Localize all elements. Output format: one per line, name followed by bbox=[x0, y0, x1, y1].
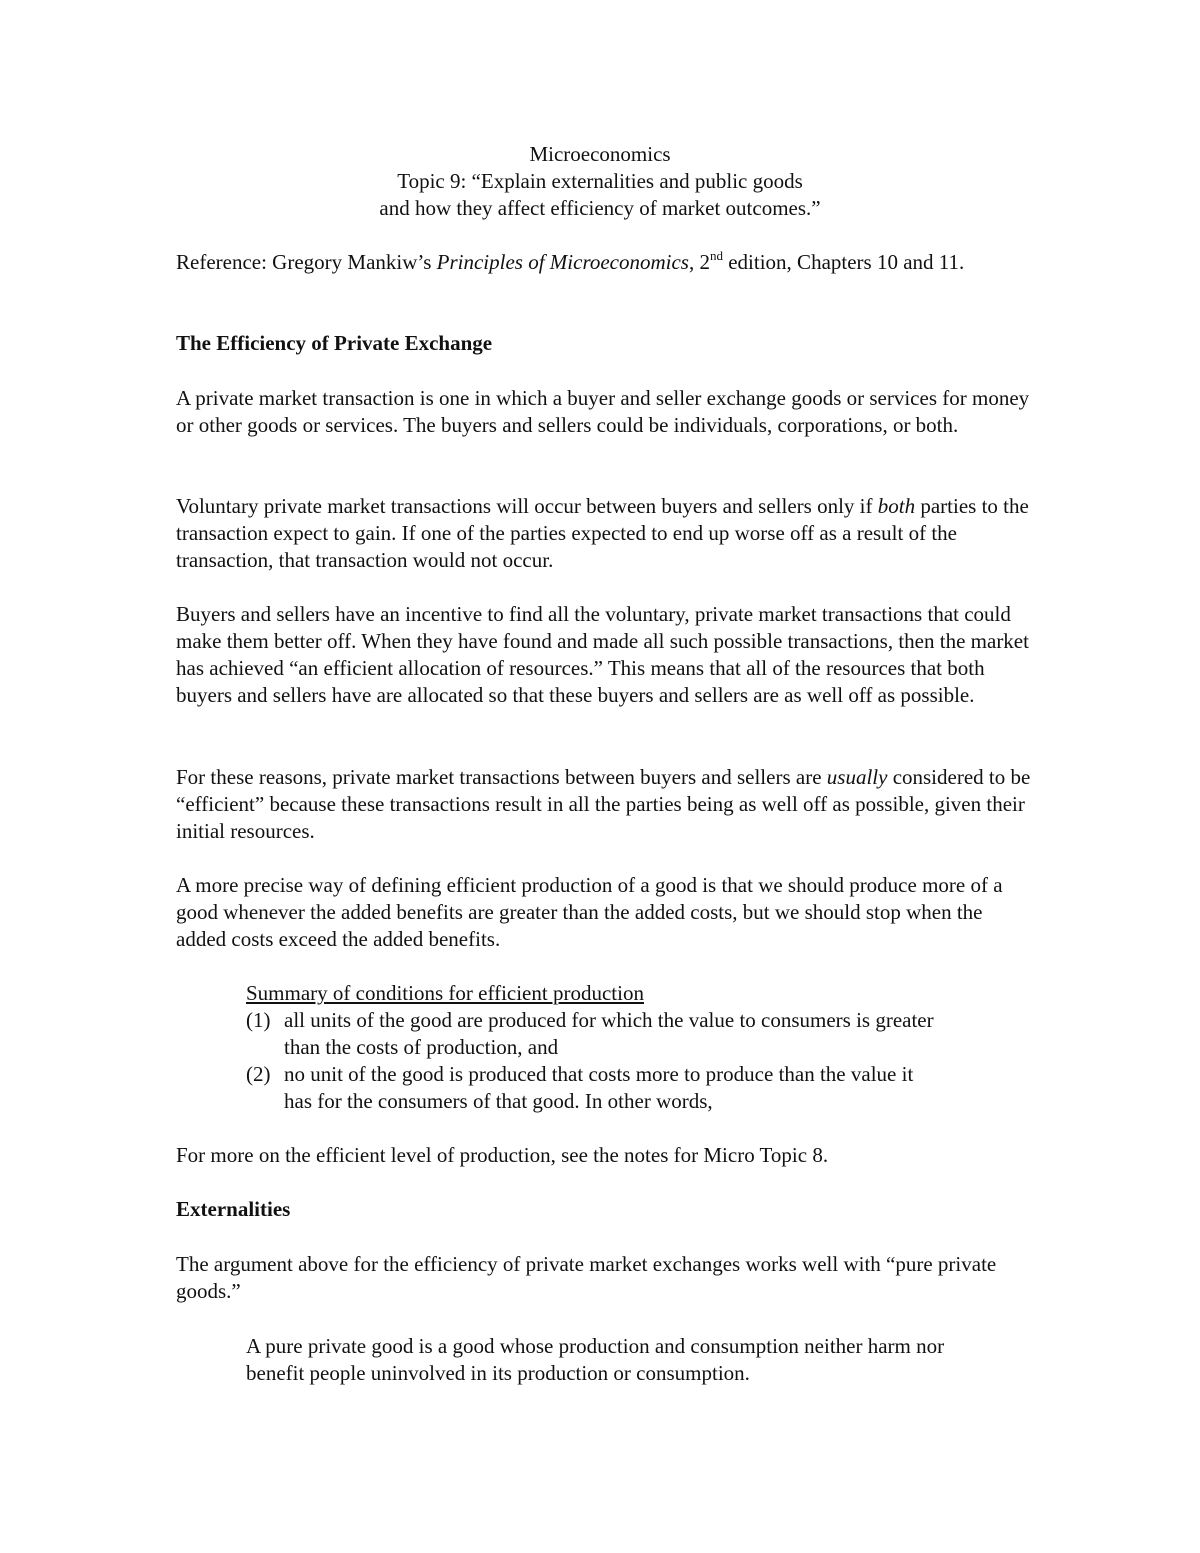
definition-block bbox=[246, 1333, 1006, 1387]
section-heading-externalities bbox=[176, 1196, 1036, 1223]
list-number: (2) bbox=[246, 1062, 271, 1086]
paragraph-text-a: For these reasons, private market transactions between buyers and sellers are bbox=[176, 765, 827, 789]
paragraph-voluntary bbox=[176, 493, 1036, 574]
paragraph-text-b: considered to be “efficient” because these transactions result in all the parties being as well off as possible, given their initial resources. bbox=[176, 765, 1031, 843]
paragraph-text: A more precise way of defining efficient production of a good is that we should produce more of a good whenever the added benefits are greater than the added costs, but we should stop when the added costs exceed the added benefits. bbox=[176, 873, 1003, 951]
list-item-text: all units of the good are produced for which the value to consumers is greater bbox=[284, 1008, 934, 1032]
paragraph-argument bbox=[176, 1251, 1036, 1305]
list-item-continuation: than the costs of production, and bbox=[284, 1035, 559, 1059]
reference-paragraph bbox=[176, 249, 1036, 276]
list-item bbox=[246, 1007, 1036, 1061]
list-item-text: no unit of the good is produced that costs more to produce than the value it bbox=[284, 1062, 914, 1086]
paragraph-text: For more on the efficient level of production, see the notes for Micro Topic 8. bbox=[176, 1143, 829, 1167]
paragraph-reasons bbox=[176, 764, 1036, 845]
section-heading: The Efficiency of Private Exchange bbox=[176, 331, 493, 355]
reference-book-title: Principles of Microeconomics bbox=[436, 250, 689, 274]
definition-text: A pure private good is a good whose production and consumption neither harm nor benefit people uninvolved in its production or consumption. bbox=[246, 1334, 945, 1385]
paragraph-emphasis: usually bbox=[826, 765, 888, 789]
topic-title: Topic 9: “Explain externalities and public goods bbox=[397, 169, 803, 193]
paragraph-text: Buyers and sellers have an incentive to find all the voluntary, private market transactions that could make them better off. When they have found and made all such possible transactions, then the market has achieved “an efficient allocation of resources.” This means that all of the resources that both buyers and sellers have are allocated so that these buyers and sellers are as well off as possible. bbox=[176, 602, 1029, 707]
paragraph-precise-definition bbox=[176, 872, 1036, 953]
reference-edition-sup: nd bbox=[709, 248, 723, 263]
document-header bbox=[0, 141, 1200, 222]
topic-subtitle: and how they affect efficiency of market outcomes.” bbox=[379, 196, 821, 220]
paragraph-emphasis: both bbox=[877, 494, 916, 518]
paragraph-private-transaction bbox=[176, 385, 1036, 439]
summary-list bbox=[246, 980, 1036, 1115]
section-heading: Externalities bbox=[176, 1197, 291, 1221]
paragraph-incentive bbox=[176, 601, 1036, 709]
reference-prefix: Reference: Gregory Mankiw’s bbox=[176, 250, 437, 274]
paragraph-text: A private market transaction is one in which a buyer and seller exchange goods or services for money or other goods or services. The buyers and sellers could be individuals, corporations, or both. bbox=[176, 386, 1030, 437]
list-number: (1) bbox=[246, 1008, 271, 1032]
reference-edition: , 2 bbox=[688, 250, 710, 274]
paragraph-see-notes bbox=[176, 1142, 1036, 1169]
paragraph-text-a: Voluntary private market transactions will occur between buyers and sellers only if bbox=[176, 494, 878, 518]
list-item-continuation: has for the consumers of that good. In other words, bbox=[284, 1089, 713, 1113]
summary-title: Summary of conditions for efficient production bbox=[246, 981, 644, 1005]
paragraph-text-b: parties to the transaction expect to gain. If one of the parties expected to end up worse off as a result of the transaction, that transaction would not occur. bbox=[176, 494, 1029, 572]
list-item bbox=[246, 1061, 1036, 1115]
section-heading-efficiency bbox=[176, 330, 1036, 357]
course-title: Microeconomics bbox=[529, 142, 671, 166]
reference-suffix: edition, Chapters 10 and 11. bbox=[722, 250, 965, 274]
paragraph-text: The argument above for the efficiency of private market exchanges works well with “pure private goods.” bbox=[176, 1252, 997, 1303]
